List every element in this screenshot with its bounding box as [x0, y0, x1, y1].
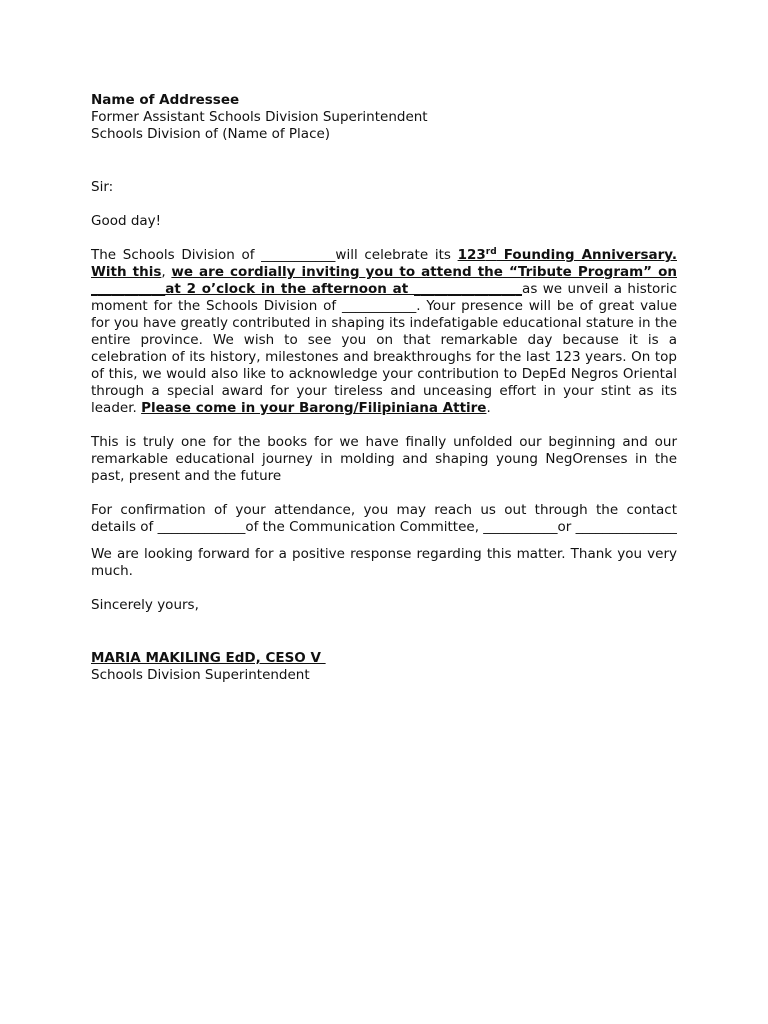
- letter-body: [91, 92, 677, 684]
- anniversary-number: 123: [457, 247, 486, 263]
- ordinal-suffix: rd: [485, 247, 497, 257]
- attire-note: Please come in your Barong/Filipiniana Attire: [141, 400, 487, 416]
- signatory-name: MARIA MAKILING EdD, CESO V: [91, 650, 326, 666]
- salutation: Sir:: [91, 179, 114, 195]
- p1-separator: ,: [161, 264, 172, 280]
- p1-end: .: [486, 400, 491, 416]
- greeting: Good day!: [91, 213, 162, 229]
- paragraph-journey: This is truly one for the books for we have finally unfolded our beginning and our remarkable educational journey in molding and shaping young NegOrenses in the past, present and the future: [91, 434, 677, 484]
- paragraph-confirmation: For confirmation of your attendance, you may reach us out through the contact details of _____________of the Communication Committee, ___________or _______________: [91, 502, 677, 535]
- invitation-details: we are cordially inviting you to attend the “Tribute Program” on ___________at 2 o’clock in the afternoon at ________________: [91, 264, 677, 297]
- p1-intro: The Schools Division of ___________will celebrate its: [91, 247, 458, 263]
- closing: Sincerely yours,: [91, 597, 199, 613]
- addressee-office: Schools Division of (Name of Place): [91, 126, 331, 142]
- addressee-position: Former Assistant Schools Division Superintendent: [91, 109, 428, 125]
- signatory-title: Schools Division Superintendent: [91, 667, 310, 683]
- addressee-name: Name of Addressee: [91, 92, 240, 108]
- paragraph-invitation: [91, 247, 677, 417]
- signature-block: [91, 650, 677, 684]
- paragraph-closing: We are looking forward for a positive response regarding this matter. Thank you very much.: [91, 546, 677, 579]
- addressee-block: [91, 92, 677, 143]
- p1-body: as we unveil a historic moment for the Schools Division of ___________. Your presence will be of great value for you have greatly contributed in shaping its indefatigable educational stature in the entire province. We wish to see you on that remarkable day because it is a celebration of its history, milestones and breakthroughs for the last 123 years. On top of this, we would also like to acknowledge your contribution to DepEd Negros Oriental through a special award for your tireless and unceasing effort in your stint as its leader.: [91, 281, 678, 416]
- anniversary-label: Founding Anniversary. With this: [91, 247, 677, 280]
